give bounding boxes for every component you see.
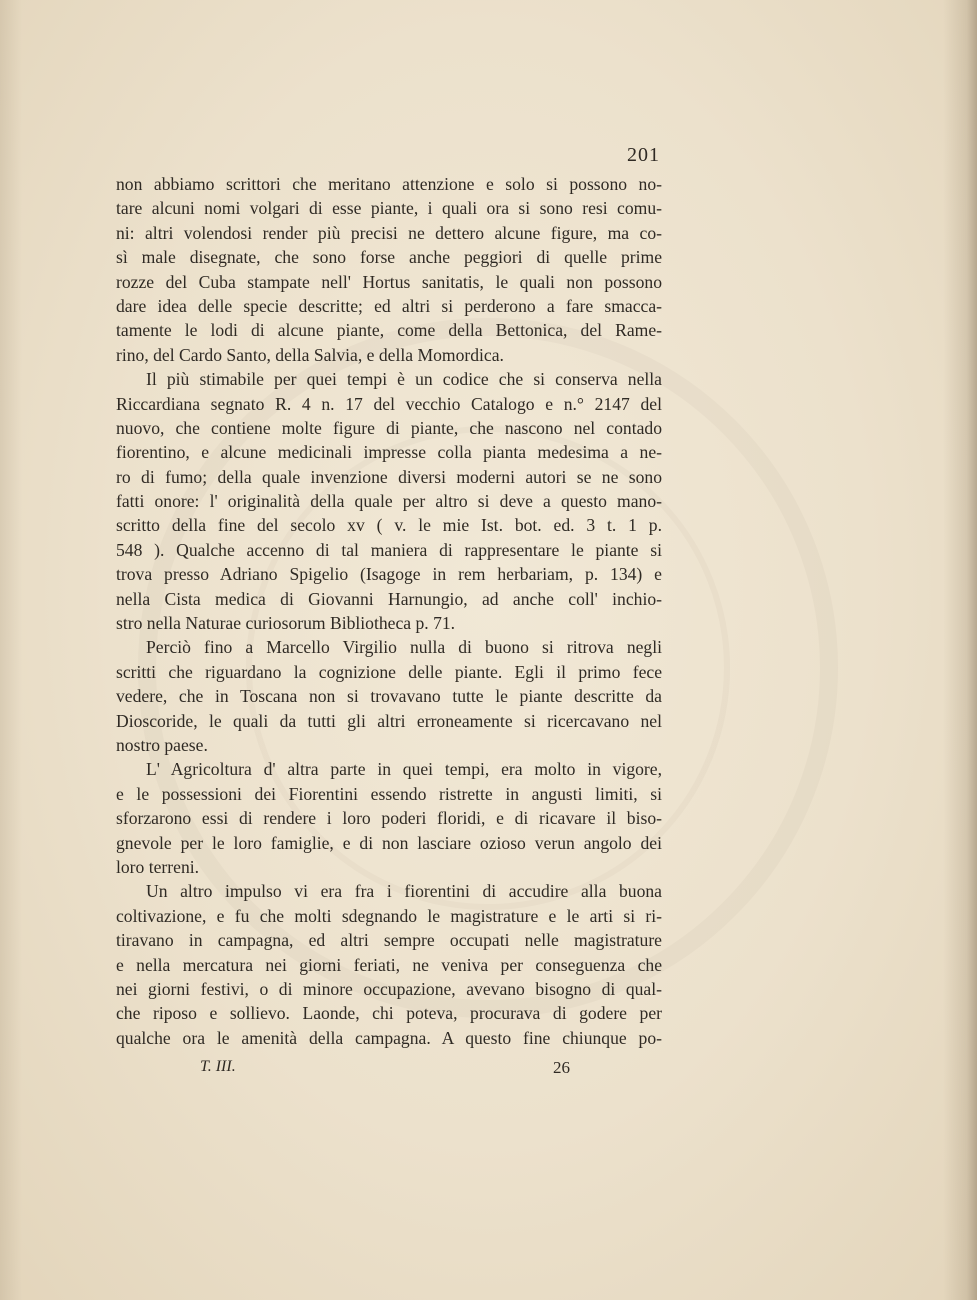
text-line: vedere, che in Toscana non si trovavano tutte le piante descritte da xyxy=(116,686,662,707)
text-line: sforzarono essi di rendere i loro poderi floridi, e di ricavare il biso- xyxy=(116,808,662,829)
text-line: gnevole per le loro famiglie, e di non lasciare ozioso verun angolo dei xyxy=(116,832,662,853)
page-shadow-left xyxy=(0,0,22,1300)
text-line: Un altro impulso vi era fra i fiorentini di accudire alla buona xyxy=(146,881,662,902)
text-line: L' Agricoltura d' altra parte in quei tempi, era molto in vigore, xyxy=(146,759,662,780)
text-line: nostro paese. xyxy=(116,734,208,755)
text-line: coltivazione, e fu che molti sdegnando le magistrature e le arti si ri- xyxy=(116,905,662,926)
text-line: qualche ora le amenità della campagna. A questo fine chiunque po- xyxy=(116,1027,662,1048)
page-shadow-right xyxy=(943,0,977,1300)
text-line: scritto della fine del secolo xv ( v. le mie Ist. bot. ed. 3 t. 1 p. xyxy=(116,515,662,536)
text-line: tamente le lodi di alcune piante, come della Bettonica, del Rame- xyxy=(116,320,662,341)
text-line: 548 ). Qualche accenno di tal maniera di rappresentare le piante si xyxy=(116,539,662,560)
signature-mark: T. III. xyxy=(200,1058,236,1075)
page-number: 201 xyxy=(627,144,660,166)
text-line: loro terreni. xyxy=(116,856,200,877)
text-line: Perciò fino a Marcello Virgilio nulla di buono si ritrova negli xyxy=(146,637,662,658)
text-line: tiravano in campagna, ed altri sempre occupati nelle magistrature xyxy=(116,930,662,951)
text-line: nuovo, che contiene molte figure di piante, che nascono nel contado xyxy=(116,417,662,438)
text-line: tare alcuni nomi volgari di esse piante, i quali ora si sono resi comu- xyxy=(116,198,662,219)
text-line: e nella mercatura nei giorni feriati, ne veniva per conseguenza che xyxy=(116,954,662,975)
text-line: Il più stimabile per quei tempi è un codice che si conserva nella xyxy=(146,369,662,390)
text-line: ni: altri volendosi render più precisi ne dettero alcune figure, ma co- xyxy=(116,222,662,243)
text-line: rino, del Cardo Santo, della Salvia, e della Momordica. xyxy=(116,344,504,365)
text-line: che riposo e sollievo. Laonde, chi poteva, procurava di godere per xyxy=(116,1003,662,1024)
text-line: ro di fumo; della quale invenzione diversi moderni autori se ne sono xyxy=(116,466,662,487)
text-line: rozze del Cuba stampate nell' Hortus sanitatis, le quali non possono xyxy=(116,271,662,292)
text-line: Riccardiana segnato R. 4 n. 17 del vecchio Catalogo e n.° 2147 del xyxy=(116,393,662,414)
text-line: scritti che riguardano la cognizione delle piante. Egli il primo fece xyxy=(116,661,662,682)
text-line: stro nella Naturae curiosorum Bibliotheca p. 71. xyxy=(116,613,456,634)
text-line: trova presso Adriano Spigelio (Isagoge in rem herbariam, p. 134) e xyxy=(116,564,662,585)
text-line: dare idea delle specie descritte; ed altri si perderono a fare smacca- xyxy=(116,295,662,316)
body-text xyxy=(116,172,662,1050)
text-line: non abbiamo scrittori che meritano attenzione e solo si possono no- xyxy=(116,174,662,194)
text-line: e le possessioni dei Fiorentini essendo ristrette in angusti limiti, si xyxy=(116,783,662,804)
text-line: fiorentino, e alcune medicinali impresse colla pianta medesima a ne- xyxy=(116,442,662,463)
text-line: nella Cista medica di Giovanni Harnungio, ad anche coll' inchio- xyxy=(116,588,662,609)
text-line: Dioscoride, le quali da tutti gli altri erroneamente si ricercavano nel xyxy=(116,710,662,731)
text-line: sì male disegnate, che sono forse anche peggiori di quelle prime xyxy=(116,247,662,268)
gathering-number: 26 xyxy=(553,1058,570,1077)
text-line: nei giorni festivi, o di minore occupazione, avevano bisogno di qual- xyxy=(116,978,662,999)
text-line: fatti onore: l' originalità della quale per altro si deve a questo mano- xyxy=(116,491,662,512)
